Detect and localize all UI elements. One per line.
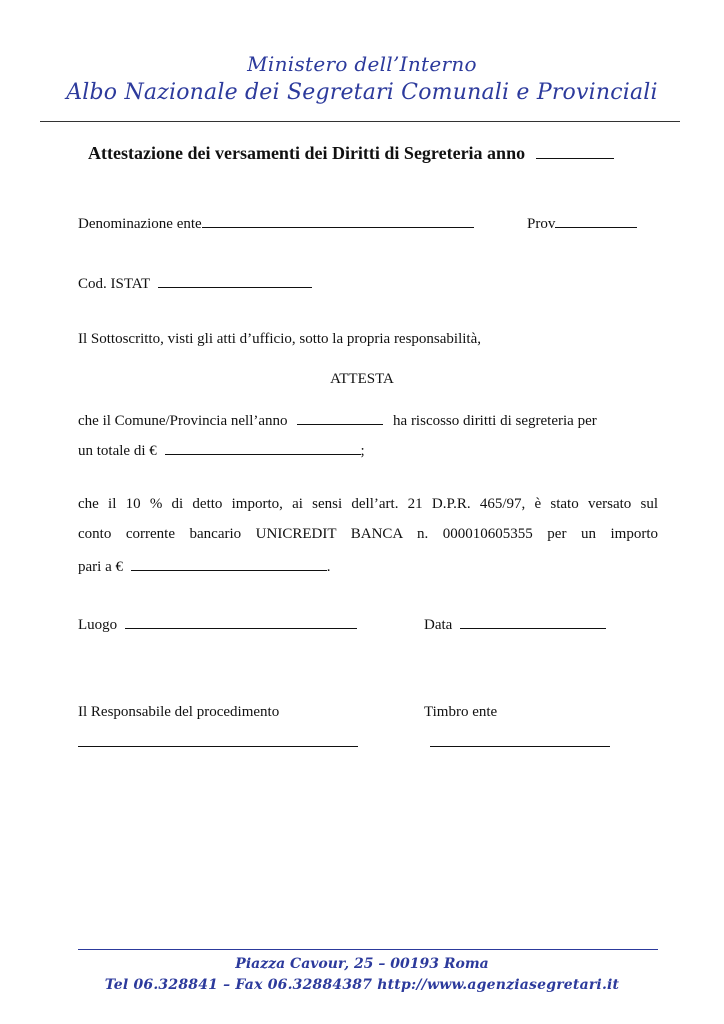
paragraph-2-line-1: che il 10 % di detto importo, ai sensi dell’art. 21 D.P.R. 465/97, è stato versato sul <box>78 496 658 512</box>
paragraph-2-line-2: conto corrente bancario UNICREDIT BANCA n. 000010605355 per un importo <box>78 526 658 542</box>
luogo-label: Luogo <box>78 617 118 633</box>
luogo-row <box>78 614 357 634</box>
prov-label: Prov <box>527 216 556 232</box>
footer-contacts: Tel 06.328841 – Fax 06.32884387 http://www.agenziasegretari.it <box>104 977 620 993</box>
header-divider <box>40 121 680 122</box>
data-row <box>424 614 606 634</box>
importo-blank[interactable] <box>131 556 327 571</box>
footer-address: Piazza Cavour, 25 – 00193 Roma <box>235 956 489 972</box>
denominazione-blank[interactable] <box>202 213 474 228</box>
document-title-text: Attestazione dei versamenti dei Diritti di Segreteria anno <box>88 143 526 163</box>
data-blank[interactable] <box>460 614 606 629</box>
responsabile-signature-line[interactable] <box>78 746 358 747</box>
anno-blank[interactable] <box>297 410 383 425</box>
p2-end: . <box>326 559 331 575</box>
attesta-heading: ATTESTA <box>330 371 394 387</box>
p2-text-c: pari a € <box>78 559 123 575</box>
paragraph-2-line-3 <box>78 556 330 576</box>
cod-istat-row <box>78 273 312 293</box>
cod-istat-label: Cod. ISTAT <box>78 276 150 292</box>
year-blank[interactable] <box>536 144 614 159</box>
prov-blank[interactable] <box>555 213 637 228</box>
prov-row <box>527 213 637 233</box>
denominazione-label: Denominazione ente <box>78 216 202 232</box>
document-title <box>88 143 614 164</box>
responsabile-label: Il Responsabile del procedimento <box>78 704 280 720</box>
p1-text-b: ha riscosso diritti di segreteria per <box>393 413 597 429</box>
p1-text-a: che il Comune/Provincia nell’anno <box>78 413 288 429</box>
cod-istat-blank[interactable] <box>158 273 312 288</box>
paragraph-1-line-1 <box>78 410 597 430</box>
footer-divider <box>78 949 658 950</box>
timbro-label: Timbro ente <box>424 704 498 720</box>
timbro-line[interactable] <box>430 746 610 747</box>
p1-text-c: un totale di € <box>78 443 157 459</box>
header-ministry: Ministero dell’Interno <box>247 52 477 76</box>
data-label: Data <box>424 617 453 633</box>
paragraph-1-line-2 <box>78 440 365 460</box>
p1-end: ; <box>360 443 365 459</box>
totale-blank[interactable] <box>165 440 361 455</box>
luogo-blank[interactable] <box>125 614 357 629</box>
denominazione-row <box>78 213 474 233</box>
header-albo: Albo Nazionale dei Segretari Comunali e Provinciali <box>66 80 658 105</box>
intro-text: Il Sottoscritto, visti gli atti d’ufficio, sotto la propria responsabilità, <box>78 331 482 347</box>
